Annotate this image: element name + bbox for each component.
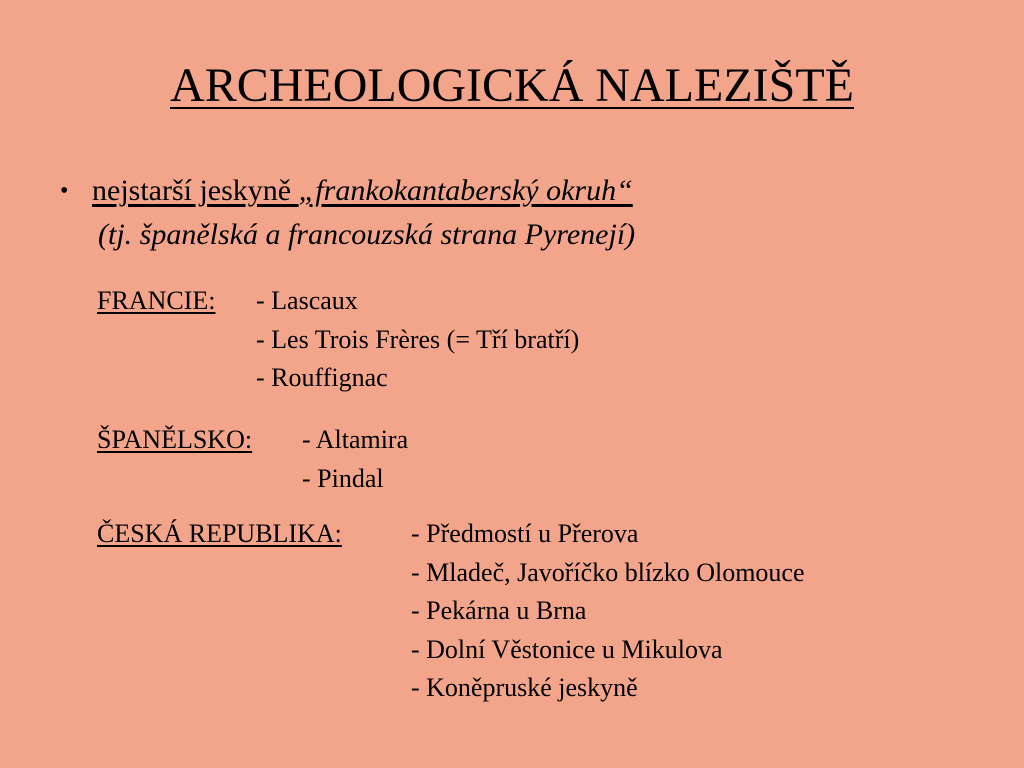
list-item: - Pindal xyxy=(302,463,384,493)
list-item: - Dolní Věstonice u Mikulova xyxy=(411,634,723,664)
bullet-emphasis: „frankokantaberský okruh“ xyxy=(298,174,633,207)
slide-title: ARCHEOLOGICKÁ NALEZIŠTĚ xyxy=(170,59,854,112)
list-item: - Les Trois Frères (= Tří bratří) xyxy=(256,324,580,354)
bullet-text xyxy=(92,173,633,209)
list-item: - Mladeč, Javoříčko blízko Olomouce xyxy=(411,557,805,587)
list-item: - Rouffignac xyxy=(256,363,388,392)
list-item: - Pekárna u Brna xyxy=(411,596,587,625)
bullet-second-line: (tj. španělská a francouzská strana Pyrenejí) xyxy=(98,218,636,251)
group-label: ŠPANĚLSKO: xyxy=(97,425,253,454)
list-item: - Lascaux xyxy=(256,286,358,315)
list-item: - Altamira xyxy=(302,425,409,454)
group-ceska-republika xyxy=(97,515,997,715)
group-francie xyxy=(97,282,797,402)
group-spanelsko xyxy=(97,421,797,501)
list-item: - Předmostí u Přerova xyxy=(411,519,639,548)
bullet-icon: • xyxy=(60,178,69,204)
group-label: ČESKÁ REPUBLIKA: xyxy=(97,519,342,548)
list-item: - Koněpruské jeskyně xyxy=(411,673,638,702)
bullet-lead: nejstarší jeskyně xyxy=(92,174,299,207)
group-label: FRANCIE: xyxy=(97,286,216,315)
